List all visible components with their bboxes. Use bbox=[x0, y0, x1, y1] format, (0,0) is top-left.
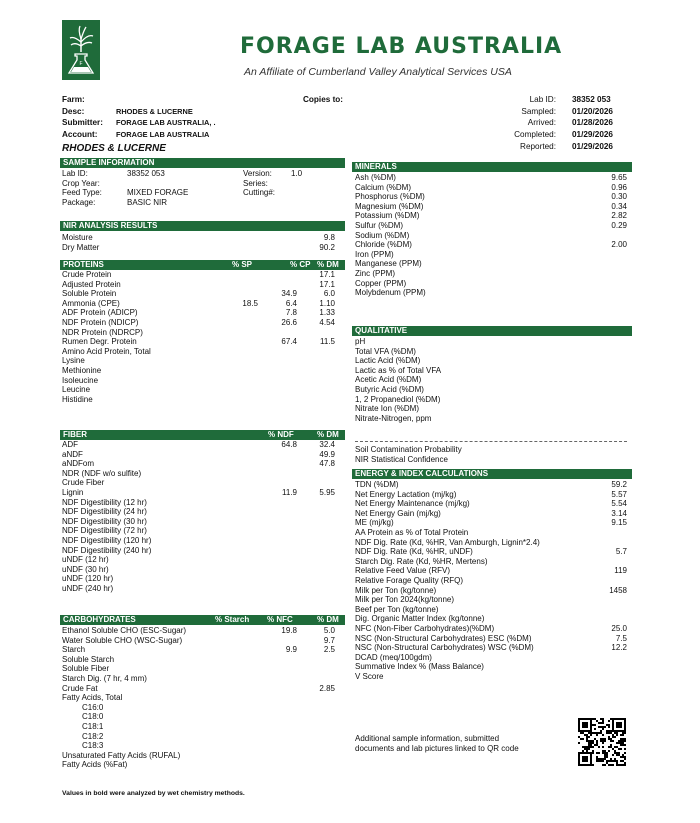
farm-label: Farm: bbox=[62, 95, 85, 104]
energy-row-v: 3.14 bbox=[611, 508, 627, 518]
qual-row-label: Lactic Acid (%DM) bbox=[355, 356, 421, 366]
fiber-row bbox=[62, 507, 337, 517]
lab-id-value: 38352 053 bbox=[572, 95, 611, 104]
protein-row-dm: 17.1 bbox=[319, 279, 335, 289]
si-series-label: Series: bbox=[243, 178, 268, 188]
mineral-row bbox=[355, 250, 629, 260]
fiber-header bbox=[60, 430, 345, 440]
energy-row-v: 5.57 bbox=[611, 489, 627, 499]
mineral-row-v: 2.82 bbox=[611, 211, 627, 221]
carb-row-label: Unsaturated Fatty Acids (RUFAL) bbox=[62, 750, 181, 760]
protein-row-cp: 7.8 bbox=[285, 308, 297, 318]
energy-row-label: NFC (Non-Fiber Carbohydrates)(%DM) bbox=[355, 623, 495, 633]
header-right bbox=[500, 94, 635, 152]
protein-row bbox=[62, 347, 337, 357]
protein-row-label: Soluble Protein bbox=[62, 289, 117, 299]
energy-row-label: Beef per Ton (kg/tonne) bbox=[355, 604, 439, 614]
qual-rows bbox=[355, 337, 629, 423]
qr-note bbox=[355, 734, 519, 754]
qual-row-label: Nitrate Ion (%DM) bbox=[355, 404, 420, 414]
fiber-row bbox=[62, 498, 337, 508]
protein-row-label: NDF Protein (NDICP) bbox=[62, 317, 139, 327]
carb-row bbox=[62, 712, 337, 722]
proteins-col-cp: % CP bbox=[290, 260, 311, 269]
fiber-row-ndf: 11.9 bbox=[282, 487, 297, 497]
energy-row-v: 119 bbox=[614, 566, 627, 576]
qual-row bbox=[355, 395, 629, 405]
protein-row-dm: 6.0 bbox=[323, 289, 335, 299]
desc-label: Desc: bbox=[62, 106, 85, 116]
energy-row bbox=[355, 634, 629, 644]
qual-row bbox=[355, 356, 629, 366]
fiber-col-dm: % DM bbox=[317, 430, 339, 439]
energy-row bbox=[355, 672, 629, 682]
protein-row-label: NDR Protein (NDRCP) bbox=[62, 327, 143, 337]
energy-row bbox=[355, 547, 629, 557]
proteins-header bbox=[60, 260, 345, 270]
mineral-row-label: Zinc (PPM) bbox=[355, 268, 395, 278]
carb-row-label: Fatty Acids, Total bbox=[62, 693, 123, 703]
sampled-value: 01/20/2026 bbox=[572, 106, 613, 116]
fiber-row bbox=[62, 469, 337, 479]
mineral-row bbox=[355, 279, 629, 289]
account-value: FORAGE LAB AUSTRALIA bbox=[116, 130, 210, 140]
nir-row-dm: 90.2 bbox=[319, 242, 335, 252]
carb-row-label: Soluble Starch bbox=[62, 654, 115, 664]
nir-row bbox=[62, 243, 337, 253]
energy-row-label: Starch Dig. Rate (Kd, %HR, Mertens) bbox=[355, 556, 488, 566]
qual-row-label: Nitrate-Nitrogen, ppm bbox=[355, 413, 432, 423]
copies-label: Copies to: bbox=[303, 95, 344, 104]
mineral-row bbox=[355, 221, 629, 231]
qual-row bbox=[355, 366, 629, 376]
energy-row bbox=[355, 653, 629, 663]
proteins-col-sp: % SP bbox=[232, 260, 253, 269]
fiber-row bbox=[62, 440, 337, 450]
qual-row bbox=[355, 347, 629, 357]
carb-row-label: Fatty Acids (%Fat) bbox=[62, 760, 128, 770]
energy-row-label: DCAD (meq/100gdm) bbox=[355, 652, 432, 662]
carb-row-label: C18:3 bbox=[82, 741, 104, 751]
mineral-row bbox=[355, 259, 629, 269]
fiber-row-dm: 5.95 bbox=[319, 487, 335, 497]
carb-row bbox=[62, 636, 337, 646]
brand-tagline: An Affiliate of Cumberland Valley Analytical Services USA bbox=[244, 66, 512, 78]
fiber-row-label: NDF Digestibility (12 hr) bbox=[62, 497, 147, 507]
energy-row-label: Relative Forage Quality (RFQ) bbox=[355, 575, 464, 585]
qual-row-label: pH bbox=[355, 337, 366, 346]
carb-row-dm: 9.7 bbox=[323, 635, 335, 645]
qual-row-label: 1, 2 Propanediol (%DM) bbox=[355, 394, 441, 404]
fiber-rows bbox=[62, 440, 337, 594]
si-cropyear-label: Crop Year: bbox=[62, 178, 100, 188]
fiber-row bbox=[62, 517, 337, 527]
fiber-row bbox=[62, 555, 337, 565]
qual-row bbox=[355, 337, 629, 347]
protein-row-label: Isoleucine bbox=[62, 375, 99, 385]
carb-row bbox=[62, 684, 337, 694]
header-left bbox=[62, 94, 302, 141]
si-labid-value: 38352 053 bbox=[127, 169, 165, 178]
protein-row-dm: 1.33 bbox=[319, 308, 335, 318]
carb-row bbox=[62, 664, 337, 674]
carb-row bbox=[62, 760, 337, 770]
energy-row-label: NSC (Non-Structural Carbohydrates) ESC (%DM) bbox=[355, 633, 532, 643]
carbs-title: CARBOHYDRATES bbox=[63, 615, 136, 624]
nir-rows bbox=[62, 233, 337, 252]
protein-row bbox=[62, 395, 337, 405]
energy-row bbox=[355, 605, 629, 615]
fiber-row-label: NDF Digestibility (72 hr) bbox=[62, 526, 147, 536]
fiber-row-label: Lignin bbox=[62, 487, 84, 497]
fiber-row bbox=[62, 526, 337, 536]
protein-row bbox=[62, 385, 337, 395]
carbs-header bbox=[60, 615, 345, 625]
fiber-row-label: NDF Digestibility (240 hr) bbox=[62, 545, 152, 555]
qual-row bbox=[355, 414, 629, 424]
protein-row-label: Adjusted Protein bbox=[62, 279, 121, 289]
mineral-row-label: Chloride (%DM) bbox=[355, 240, 412, 250]
carb-row bbox=[62, 693, 337, 703]
energy-row bbox=[355, 662, 629, 672]
soil-rows bbox=[355, 445, 629, 464]
qr-note-line-2: documents and lab pictures linked to QR code bbox=[355, 744, 519, 753]
fiber-row-label: uNDF (30 hr) bbox=[62, 564, 109, 574]
fiber-row bbox=[62, 584, 337, 594]
carb-row bbox=[62, 703, 337, 713]
carb-row-label: C18:2 bbox=[82, 731, 104, 741]
lab-id-label: Lab ID: bbox=[529, 95, 556, 104]
protein-row-dm: 17.1 bbox=[319, 270, 335, 279]
si-feedtype-label: Feed Type: bbox=[62, 188, 102, 198]
fiber-row-label: aNDFom bbox=[62, 459, 95, 469]
mineral-row-v: 0.30 bbox=[611, 192, 627, 202]
fiber-row bbox=[62, 536, 337, 546]
fiber-row-ndf: 64.8 bbox=[281, 440, 297, 449]
energy-row-label: NSC (Non-Structural Carbohydrates) WSC (%DM) bbox=[355, 643, 534, 653]
mineral-row-v: 0.29 bbox=[611, 220, 627, 230]
qual-row-label: Butyric Acid (%DM) bbox=[355, 384, 424, 394]
protein-row-cp: 6.4 bbox=[285, 298, 297, 308]
energy-rows bbox=[355, 480, 629, 681]
mineral-row bbox=[355, 269, 629, 279]
carb-row-dm: 2.5 bbox=[323, 645, 335, 655]
carb-row-label: Soluble Fiber bbox=[62, 664, 110, 674]
energy-row bbox=[355, 538, 629, 548]
completed-label: Completed: bbox=[514, 130, 556, 140]
mineral-row-label: Iron (PPM) bbox=[355, 249, 394, 259]
energy-row-v: 5.54 bbox=[611, 499, 627, 509]
carb-row bbox=[62, 645, 337, 655]
si-version-value: 1.0 bbox=[291, 169, 303, 178]
divider bbox=[355, 441, 627, 442]
qual-row bbox=[355, 385, 629, 395]
qualitative-header: QUALITATIVE bbox=[352, 326, 632, 336]
mineral-row-label: Sulfur (%DM) bbox=[355, 220, 404, 230]
energy-row-label: Net Energy Lactation (mj/kg) bbox=[355, 489, 457, 499]
brand-logo bbox=[62, 20, 100, 80]
energy-row bbox=[355, 480, 629, 490]
energy-row bbox=[355, 518, 629, 528]
energy-row-v: 5.7 bbox=[615, 547, 627, 557]
carb-row bbox=[62, 626, 337, 636]
energy-row bbox=[355, 614, 629, 624]
energy-row bbox=[355, 490, 629, 500]
nir-row bbox=[62, 233, 337, 243]
protein-row-label: ADF Protein (ADICP) bbox=[62, 308, 138, 318]
nir-row-dm: 9.8 bbox=[323, 233, 335, 242]
completed-value: 01/29/2026 bbox=[572, 130, 613, 140]
logo-letter: F bbox=[79, 61, 83, 67]
energy-row bbox=[355, 595, 629, 605]
protein-row-label: Ammonia (CPE) bbox=[62, 298, 120, 308]
fiber-row bbox=[62, 565, 337, 575]
protein-row-sp: 18.5 bbox=[242, 298, 258, 308]
protein-row bbox=[62, 337, 337, 347]
si-package-value: BASIC NIR bbox=[127, 197, 168, 207]
energy-row-label: Net Energy Gain (mj/kg) bbox=[355, 508, 441, 518]
carb-row bbox=[62, 722, 337, 732]
energy-row-v: 1458 bbox=[609, 585, 627, 595]
brand-name: FORAGE LAB AUSTRALIA bbox=[240, 34, 563, 59]
qual-row bbox=[355, 404, 629, 414]
carbs-col-dm: % DM bbox=[317, 615, 339, 624]
protein-row-cp: 67.4 bbox=[281, 337, 297, 347]
fiber-row bbox=[62, 478, 337, 488]
sampled-label: Sampled: bbox=[521, 106, 556, 116]
protein-row-label: Crude Protein bbox=[62, 270, 112, 279]
qr-code-icon[interactable] bbox=[578, 718, 626, 766]
protein-row-label: Lysine bbox=[62, 356, 85, 366]
carb-row-label: C16:0 bbox=[82, 702, 104, 712]
fiber-row-label: uNDF (120 hr) bbox=[62, 574, 114, 584]
nir-row-label: Moisture bbox=[62, 233, 93, 242]
fiber-row-label: Crude Fiber bbox=[62, 478, 105, 488]
fiber-row-label: NDR (NDF w/o sulfite) bbox=[62, 468, 142, 478]
fiber-col-ndf: % NDF bbox=[268, 430, 294, 439]
mineral-row bbox=[355, 183, 629, 193]
mineral-row bbox=[355, 211, 629, 221]
mineral-row-v: 0.34 bbox=[611, 201, 627, 211]
energy-row bbox=[355, 566, 629, 576]
si-version-label: Version: bbox=[243, 169, 272, 178]
carb-row-label: Water Soluble CHO (WSC-Sugar) bbox=[62, 635, 183, 645]
protein-row-dm: 4.54 bbox=[319, 317, 335, 327]
mineral-row bbox=[355, 231, 629, 241]
sample-info-rows bbox=[62, 169, 345, 207]
energy-row bbox=[355, 643, 629, 653]
submitter-value: FORAGE LAB AUSTRALIA, . bbox=[116, 118, 216, 128]
carb-row-dm: 2.85 bbox=[319, 683, 335, 693]
arrived-label: Arrived: bbox=[527, 118, 556, 128]
protein-row-dm: 11.5 bbox=[320, 337, 335, 347]
mineral-row-label: Magnesium (%DM) bbox=[355, 201, 424, 211]
mineral-row bbox=[355, 173, 629, 183]
protein-row bbox=[62, 376, 337, 386]
mineral-row-label: Ash (%DM) bbox=[355, 173, 396, 182]
sample-title: RHODES & LUCERNE bbox=[62, 143, 166, 154]
protein-row bbox=[62, 366, 337, 376]
energy-row bbox=[355, 499, 629, 509]
protein-rows bbox=[62, 270, 337, 404]
sample-info-header: SAMPLE INFORMATION bbox=[60, 158, 345, 168]
protein-row bbox=[62, 270, 337, 280]
energy-row-label: V Score bbox=[355, 671, 384, 681]
carb-rows bbox=[62, 626, 337, 770]
fiber-row-dm: 32.4 bbox=[319, 440, 335, 449]
fiber-row-label: uNDF (240 hr) bbox=[62, 583, 114, 593]
protein-row bbox=[62, 328, 337, 338]
proteins-col-dm: % DM bbox=[317, 260, 339, 269]
fiber-row bbox=[62, 574, 337, 584]
protein-row bbox=[62, 356, 337, 366]
fiber-title: FIBER bbox=[63, 430, 87, 439]
energy-header: ENERGY & INDEX CALCULATIONS bbox=[352, 469, 632, 479]
fiber-row bbox=[62, 459, 337, 469]
energy-row-v: 59.2 bbox=[611, 480, 627, 489]
minerals-header: MINERALS bbox=[352, 162, 632, 172]
protein-row-label: Rumen Degr. Protein bbox=[62, 337, 137, 347]
energy-row-label: Net Energy Maintenance (mj/kg) bbox=[355, 499, 470, 509]
energy-row bbox=[355, 576, 629, 586]
carb-row bbox=[62, 732, 337, 742]
energy-row-v: 9.15 bbox=[611, 518, 627, 528]
energy-row-label: Dig. Organic Matter Index (kg/tonne) bbox=[355, 614, 485, 624]
protein-row-label: Methionine bbox=[62, 365, 102, 375]
nir-conf-label: NIR Statistical Confidence bbox=[355, 454, 448, 464]
energy-row-label: Milk per Ton (kg/tonne) bbox=[355, 585, 437, 595]
energy-row bbox=[355, 509, 629, 519]
mineral-row bbox=[355, 240, 629, 250]
si-labid-label: Lab ID: bbox=[62, 169, 88, 178]
mineral-row bbox=[355, 288, 629, 298]
mineral-rows bbox=[355, 173, 629, 298]
protein-row bbox=[62, 318, 337, 328]
mineral-row-label: Copper (PPM) bbox=[355, 278, 407, 288]
energy-row bbox=[355, 557, 629, 567]
carb-row bbox=[62, 741, 337, 751]
mineral-row-v: 9.65 bbox=[611, 173, 627, 182]
energy-row-v: 12.2 bbox=[611, 643, 627, 653]
carb-row-label: C18:1 bbox=[82, 721, 104, 731]
arrived-value: 01/28/2026 bbox=[572, 118, 613, 128]
carb-row-label: Starch Dig. (7 hr, 4 mm) bbox=[62, 673, 147, 683]
protein-row-cp: 26.6 bbox=[281, 317, 297, 327]
protein-row-label: Leucine bbox=[62, 385, 91, 395]
energy-row-label: Summative Index % (Mass Balance) bbox=[355, 662, 484, 672]
mineral-row bbox=[355, 202, 629, 212]
carb-row-nfc: 19.8 bbox=[281, 626, 297, 635]
fiber-row bbox=[62, 488, 337, 498]
soil-label: Soil Contamination Probability bbox=[355, 445, 462, 454]
protein-row bbox=[62, 289, 337, 299]
footnote: Values in bold were analyzed by wet chemistry methods. bbox=[62, 790, 245, 797]
si-cutting-label: Cutting#: bbox=[243, 188, 276, 198]
energy-row bbox=[355, 586, 629, 596]
fiber-row bbox=[62, 546, 337, 556]
protein-row-label: Amino Acid Protein, Total bbox=[62, 346, 151, 356]
si-package-label: Package: bbox=[62, 197, 96, 207]
protein-row bbox=[62, 308, 337, 318]
fiber-row-label: ADF bbox=[62, 440, 78, 449]
carbs-col-nfc: % NFC bbox=[267, 615, 293, 624]
mineral-row-label: Calcium (%DM) bbox=[355, 182, 411, 192]
mineral-row-v: 2.00 bbox=[611, 240, 627, 250]
account-label: Account: bbox=[62, 130, 98, 140]
carb-row-dm: 5.0 bbox=[323, 626, 335, 635]
fiber-row-dm: 49.9 bbox=[319, 449, 335, 459]
mineral-row bbox=[355, 192, 629, 202]
mineral-row-v: 0.96 bbox=[611, 182, 627, 192]
reported-value: 01/29/2026 bbox=[572, 141, 613, 151]
carb-row-label: Crude Fat bbox=[62, 683, 98, 693]
nir-row-label: Dry Matter bbox=[62, 242, 100, 252]
mineral-row-label: Molybdenum (PPM) bbox=[355, 288, 426, 298]
carb-row-label: Starch bbox=[62, 645, 86, 655]
carb-row bbox=[62, 751, 337, 761]
submitter-label: Submitter: bbox=[62, 118, 103, 128]
qual-row bbox=[355, 375, 629, 385]
qr-note-line-1: Additional sample information, submitted bbox=[355, 734, 500, 743]
energy-row-label: NDF Dig. Rate (Kd, %HR, uNDF) bbox=[355, 547, 473, 557]
carbs-col-starch: % Starch bbox=[215, 615, 250, 624]
mineral-row-label: Manganese (PPM) bbox=[355, 259, 422, 269]
mineral-row-label: Phosphorus (%DM) bbox=[355, 192, 425, 202]
carb-row bbox=[62, 655, 337, 665]
fiber-row-label: NDF Digestibility (120 hr) bbox=[62, 535, 152, 545]
energy-row-label: ME (mj/kg) bbox=[355, 518, 394, 528]
nir-header: NIR ANALYSIS RESULTS bbox=[60, 221, 345, 231]
energy-row-label: TDN (%DM) bbox=[355, 480, 399, 489]
energy-row bbox=[355, 528, 629, 538]
mineral-row-label: Sodium (%DM) bbox=[355, 230, 410, 240]
energy-row-label: NDF Dig. Rate (Kd, %HR, Van Amburgh, Lignin*2.4) bbox=[355, 537, 540, 547]
desc-value: RHODES & LUCERNE bbox=[116, 106, 193, 116]
reported-label: Reported: bbox=[520, 141, 556, 151]
energy-row-v: 25.0 bbox=[611, 623, 627, 633]
protein-row-label: Histidine bbox=[62, 394, 93, 404]
energy-row-label: Relative Feed Value (RFV) bbox=[355, 566, 450, 576]
qual-row-label: Lactic as % of Total VFA bbox=[355, 365, 442, 375]
proteins-title: PROTEINS bbox=[63, 260, 104, 269]
energy-row bbox=[355, 624, 629, 634]
si-feedtype-value: MIXED FORAGE bbox=[127, 188, 189, 198]
fiber-row-label: NDF Digestibility (24 hr) bbox=[62, 507, 147, 517]
energy-row-label: AA Protein as % of Total Protein bbox=[355, 527, 469, 537]
protein-row bbox=[62, 280, 337, 290]
energy-row-label: Milk per Ton 2024(kg/tonne) bbox=[355, 595, 455, 605]
qual-row-label: Acetic Acid (%DM) bbox=[355, 375, 422, 385]
mineral-row-label: Potassium (%DM) bbox=[355, 211, 420, 221]
carb-row-nfc: 9.9 bbox=[285, 645, 297, 655]
fiber-row bbox=[62, 450, 337, 460]
protein-row-cp: 34.9 bbox=[281, 289, 297, 299]
carb-row-label: Ethanol Soluble CHO (ESC-Sugar) bbox=[62, 626, 187, 635]
fiber-row-label: uNDF (12 hr) bbox=[62, 555, 109, 565]
fiber-row-label: NDF Digestibility (30 hr) bbox=[62, 516, 147, 526]
qr-code-graphic bbox=[578, 718, 626, 766]
protein-row bbox=[62, 299, 337, 309]
fiber-row-label: aNDF bbox=[62, 449, 83, 459]
energy-row-v: 7.5 bbox=[615, 633, 627, 643]
protein-row-dm: 1.10 bbox=[319, 298, 335, 308]
plant-flask-icon bbox=[62, 20, 100, 80]
carb-row-label: C18:0 bbox=[82, 712, 104, 722]
fiber-row-dm: 47.8 bbox=[319, 459, 335, 469]
qual-row-label: Total VFA (%DM) bbox=[355, 346, 416, 356]
carb-row bbox=[62, 674, 337, 684]
